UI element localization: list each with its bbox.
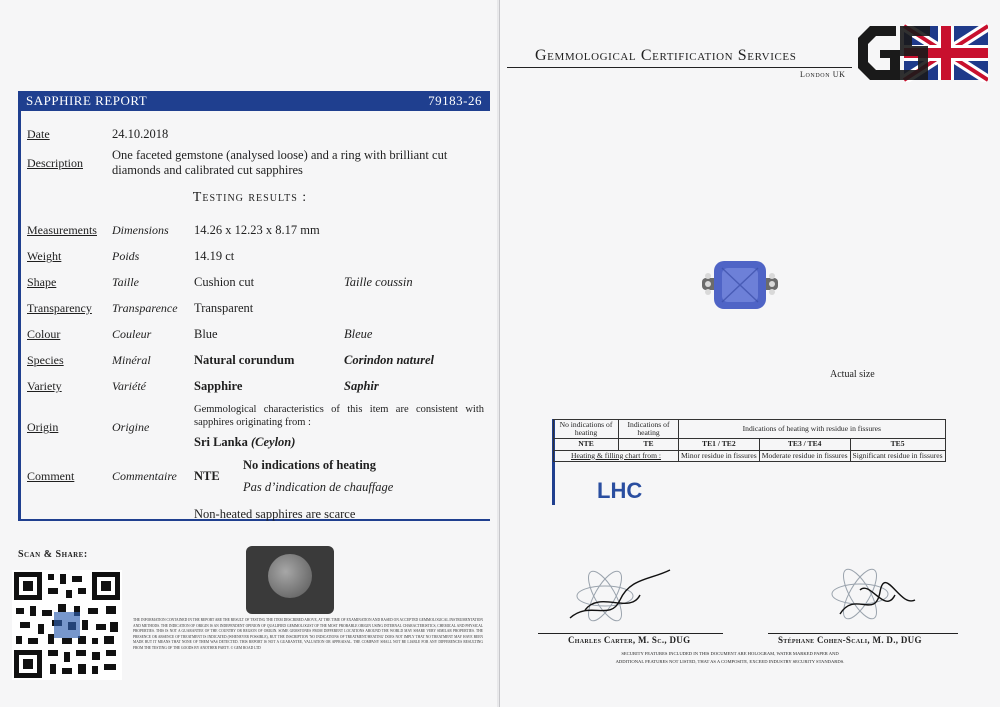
description-label: Description [27,156,83,170]
heat-code-te5: TE5 [850,439,945,450]
company-name: Gemmological Certification Services [535,47,797,64]
colour-value: Blue [194,327,218,341]
colour-label: Colour [27,327,61,341]
species-fr: Minéral [112,353,151,367]
origin-fr: Origine [112,420,150,434]
heat-code-nte: NTE [554,439,619,450]
origin-country: Sri Lanka [194,435,248,449]
report-title-bar [18,91,490,111]
species-value-fr: Corindon naturel [344,353,434,367]
weight-value: 14.19 ct [194,249,235,263]
signature-line-1 [538,633,723,634]
security-features-note: SECURITY FEATURES INCLUDED IN THIS DOCUMENT ARE HOLOGRAM, WATER MARKED PAPER AND ADDITIONAL FEATURES NOT LISTED, THAT AS A COMPOSITE, EXCEED INDUSTRY SECURITY STANDARDS. [615,651,845,664]
qr-code-icon[interactable] [12,570,122,680]
species-label: Species [27,353,64,367]
company-rule [507,67,852,68]
measurements-label: Measurements [27,223,97,237]
signatory-2-name: Stéphane Cohen-Scali, M. D., DUG [778,635,922,645]
report-title: SAPPHIRE REPORT [26,93,148,108]
report-number: 79183-26 [428,93,482,108]
gcs-logo-icon [856,24,988,82]
heat-header-residue: Indications of heating with residue in fissures [679,420,946,439]
shape-fr: Taille [112,275,139,289]
signatory-1-name: Charles Carter, M. Sc., DUG [568,635,691,645]
species-value: Natural corundum [194,353,295,367]
signature-line-2 [768,633,958,634]
heat-header-no-indications: No indications of heating [554,420,619,439]
date-value: 24.10.2018 [112,127,169,141]
heat-significant: Significant residue in fissures [850,450,945,461]
origin-paren: (Ceylon) [250,435,296,449]
heat-code-te: TE [619,439,679,450]
measurements-value: 14.26 x 12.23 x 8.17 mm [194,223,320,237]
variety-value: Sapphire [194,379,243,393]
shape-value-fr: Taille coussin [344,275,413,289]
heat-code-te34: TE3 / TE4 [759,439,850,450]
lhc-logo [595,474,643,504]
scan-share-title: Scan & Share: [18,549,88,560]
company-location: London UK [800,70,846,79]
heat-code-te12: TE1 / TE2 [679,439,760,450]
colour-value-fr: Bleue [344,327,373,341]
shape-value: Cushion cut [194,275,255,289]
signature-2-icon [820,560,930,632]
colour-fr: Couleur [112,327,152,341]
transparency-fr: Transparence [112,301,178,315]
origin-value [194,435,295,450]
comment-code: NTE [194,469,220,483]
lhc-logo-text: LHC [597,478,643,503]
heat-header-indications: Indications of heating [619,420,679,439]
date-label: Date [27,127,50,141]
heat-chart-label: Heating & filling chart from : [554,450,679,461]
origin-label: Origin [27,420,59,434]
description-value: One faceted gemstone (analysed loose) and a ring with brilliant cut diamonds and calibrated cut sapphires [112,148,448,177]
weight-label: Weight [27,249,62,263]
heating-indications-table [553,419,946,462]
measurements-fr: Dimensions [112,223,169,237]
report-disclaimer: THE INFORMATION CONTAINED IN THE REPORT ARE THE RESULT OF TESTING THE ITEM DESCRIBED ABOVE, AT THE TIME OF EXAMINATION AND BASED ON ACCEPTED GEMMOLOGICAL INSTRUMENTATION AND METHODS. THE INDICATION OF ORIGIN IS AN INDEPENDENT OPINION OF QUALIFIED GEMMOLOGIST OF THE MOST PROBABLE ORIGIN USING INTERNAL CHARACTERISTICS, CHEMICAL AND PHYSICAL PROPERTIES. THIS IS NOT A GUARANTEE OF THE COUNTRY OR REGION OF ORIGIN. SOME GEMSTONES FROM DIFFERENT LOCATIONS AROUND THE WORLD MAY SHARE VERY SIMILAR PROPERTIES. THE PRESENCE OR ABSENCE OF TREATMENT IS INDICATED (WHENEVER POSSIBLE), BUT THE INSCRIPTION 'NO INDICATIONS OF TREATMENT/HEATING' DOES NOT IMPLY THAT NO TREATMENT MAY HAVE BEEN MADE BUT IT MEANS THAT NONE OF THEM WAS DETECTED. THIS REPORT IS NOT A GUARANTEE, VALUATION OR APPRAISAL. THE COMPANY SHALL NOT BE LIABLE FOR ANY DIFFERENCES RESULTING FROM THE TESTING OF THE GOODS BY ANOTHER PARTY. © GEM ROAD LTD [133,618,483,650]
seal-emblem-icon [268,554,312,598]
origin-text: Gemmological characteristics of this item are consistent with sapphires originating from : [194,404,484,428]
testing-results-heading: Testing results : [192,190,308,205]
comment-value-fr: Pas d’indication de chauffage [243,480,394,494]
comment-note: Non-heated sapphires are scarce [194,507,356,521]
shape-label: Shape [27,275,57,289]
transparency-value: Transparent [194,301,254,315]
gemstone-ring-photo [700,258,780,312]
heat-minor: Minor residue in fissures [679,450,760,461]
signature-1-icon [560,560,690,632]
variety-fr: Variété [112,379,146,393]
security-hologram-seal [246,546,334,614]
variety-label: Variety [27,379,62,393]
weight-fr: Poids [112,249,140,263]
heat-moderate: Moderate residue in fissures [759,450,850,461]
comment-label: Comment [27,469,75,483]
comment-fr: Commentaire [112,469,177,483]
actual-size-label: Actual size [830,369,875,380]
comment-value: No indications of heating [243,458,377,472]
transparency-label: Transparency [27,301,92,315]
variety-value-fr: Saphir [344,379,379,393]
